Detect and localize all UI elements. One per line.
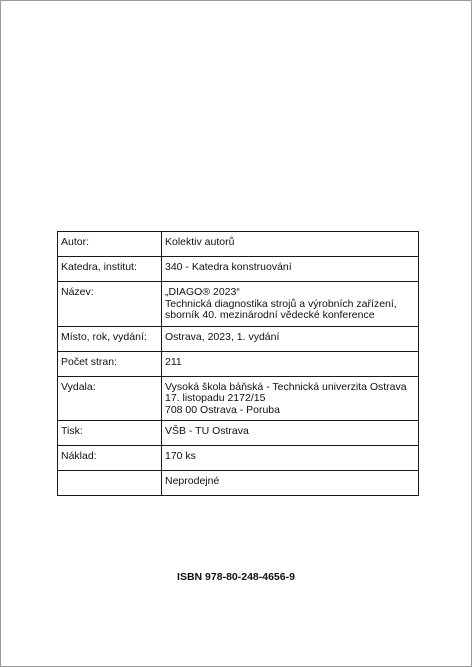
- isbn-number: ISBN 978-80-248-4656-9: [177, 571, 295, 583]
- place-value: Ostrava, 2023, 1. vydání: [165, 330, 280, 343]
- table-row: [58, 282, 419, 327]
- department-value: 340 - Katedra konstruování: [165, 261, 292, 273]
- row-label-empty: [58, 471, 162, 496]
- table-row: [58, 446, 419, 471]
- copies-value: 170 ks: [165, 450, 196, 462]
- publisher-line-2: 17. listopadu 2172/15: [165, 392, 266, 404]
- row-label-title: Název:: [58, 282, 162, 327]
- table-row: [58, 376, 419, 421]
- table-row: [58, 326, 419, 351]
- row-label-pages: Počet stran:: [58, 351, 162, 376]
- table-row: [58, 421, 419, 446]
- colophon-table: [57, 231, 419, 496]
- row-value-place: [162, 326, 419, 351]
- table-row: [58, 471, 419, 496]
- row-value-department: [162, 257, 419, 282]
- title-line-3: sborník 40. mezinárodní vědecké konference: [165, 309, 375, 321]
- table-row: [58, 232, 419, 257]
- pages-value: 211: [165, 355, 182, 368]
- row-value-sale-status: [162, 471, 419, 496]
- row-value-publisher: [162, 376, 419, 421]
- row-value-copies: [162, 446, 419, 471]
- title-line-2: Technická diagnostika strojů a výrobních zařízení,: [165, 297, 397, 310]
- row-label-place: Místo, rok, vydání:: [58, 326, 162, 351]
- row-value-author: [162, 232, 419, 257]
- row-value-print: [162, 421, 419, 446]
- row-value-title: [162, 282, 419, 327]
- print-value: VŠB - TU Ostrava: [165, 425, 249, 437]
- table-row: [58, 257, 419, 282]
- publisher-line-3: 708 00 Ostrava - Poruba: [165, 403, 280, 416]
- publisher-line-1: Vysoká škola báňská - Technická univerzita Ostrava: [165, 380, 407, 393]
- table-row: [58, 351, 419, 376]
- row-label-author: Autor:: [58, 232, 162, 257]
- row-label-publisher: Vydala:: [58, 376, 162, 421]
- not-for-sale-value: Neprodejné: [165, 475, 220, 487]
- title-line-1: „DIAGO® 2023“: [165, 286, 240, 298]
- row-value-pages: [162, 351, 419, 376]
- row-label-copies: Náklad:: [58, 446, 162, 471]
- row-label-department: Katedra, institut:: [58, 257, 162, 282]
- author-value: Kolektiv autorů: [165, 236, 235, 248]
- row-label-print: Tisk:: [58, 421, 162, 446]
